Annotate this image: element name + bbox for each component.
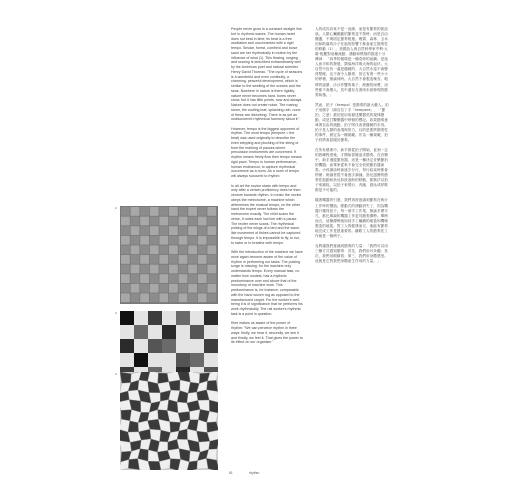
distorted-checker-figure bbox=[120, 372, 218, 470]
checker-cell bbox=[120, 353, 134, 367]
checker-cell bbox=[121, 236, 130, 245]
checker-cell bbox=[131, 217, 140, 226]
chinese-paragraph: 在所有藝術中，新手都從拍子開始，直到一定的熟練程度後，才開始冒險追求節奏。在音樂中，新手遵從節拍器，這是一種決定音樂節拍的機器；而專家從來不會完全依照節拍器演奏。小孩讀詩時會逐字分行，每行結束時都會停頓；朗誦者從不會逐字讀誦。鳥兒翅膀的節奏性振動和魚兒如波浪般的移動，都無法以拍子來捕捉。以拍子來飛行、奔跑、游泳或呼吸都是不可能的。 bbox=[315, 148, 388, 193]
checker-cell bbox=[169, 380, 180, 391]
checker-cell bbox=[134, 325, 148, 339]
checker-cell bbox=[120, 325, 134, 339]
checker-cell bbox=[198, 226, 207, 235]
checker-cell bbox=[159, 293, 168, 302]
checker-cell bbox=[140, 293, 149, 302]
checker-cell bbox=[121, 226, 130, 235]
checker-cell bbox=[148, 339, 162, 353]
chinese-paragraph: 然而，拍子（tempo）是節奏的最大敵人。拍子這個字（源自拉丁字「tempere」，「節拍」之意）最初是用來描述樂器弦的規律撥動，或是打擊樂器中停頓的標記。如果節奏意味著自由的流動，拍子則代表著僵硬的步伐。拍子是人類的表現與努力，目的是要將節奏性的事件，固定為一種規範。作為一種規範，拍子終將會屈服於節奏。 bbox=[315, 102, 389, 142]
checker-cell bbox=[198, 284, 207, 293]
checker-cell bbox=[207, 217, 216, 226]
checker-cell bbox=[169, 293, 178, 302]
checker-cell bbox=[159, 236, 168, 245]
checker-cell bbox=[207, 293, 216, 302]
checker-cell bbox=[131, 265, 140, 274]
english-paragraph: In all art the novice starts with tempo and only after a certain proficiency does he then venture towards rhythm. In music the novice obeys the metronome, a machine which determines the musical tempo; on the other hand the expert never follows the metronome exactly. The child scans the verse, it notes each low line with a pause. The reciter never scans. The rhythmical pulsing of the wings of a bird and the wave-like movement of fishes cannot be captured through tempo. It is impossible to fly, to run, to swim or to breathe with tempo. bbox=[231, 183, 302, 245]
checker-cell bbox=[134, 311, 148, 325]
checker-cell bbox=[179, 217, 188, 226]
checker-cell bbox=[159, 207, 168, 216]
checker-cell bbox=[207, 226, 216, 235]
checker-cell bbox=[128, 459, 139, 470]
checker-cell bbox=[176, 311, 190, 325]
checker-cell bbox=[176, 339, 190, 353]
checker-cell bbox=[169, 284, 178, 293]
checker-cell bbox=[121, 265, 130, 274]
checker-cell bbox=[169, 265, 178, 274]
chinese-paragraph: 人的成長向來不是一直線，而是有節奏的波浪狀。人類心臟跳動的節奏並不按時，而是自由擺盪，不與固定節奏相連。煙霧、森林、玉米田和散落的沙子在風的影響下都會產生節奏性的移動（1）。美國詩人與自然科學家亨利·大衛·梭羅對這種流動、湧動和飛翔的描述十分傳神：「四季的循環是一種奇妙的延續，是迷人而平和的發展，類似海洋與大海的起伏。大自然中沒有一處是僵硬的；大自然永遠不會變得堅硬，也不會令人厭煩，但它有著一些小小的停頓，無論何時。大自然不會製造噪音。咆哮的風暴、沙沙作響的葉子、淅瀝的雨聲，這些都不會擾人。其中還存在著尚未被發現的節奏和諧。」 bbox=[315, 27, 388, 97]
checker-cell bbox=[204, 353, 218, 367]
checker-cell bbox=[159, 255, 168, 264]
checker-cell bbox=[190, 353, 204, 367]
checker-cell bbox=[140, 207, 149, 216]
checker-cell bbox=[188, 293, 197, 302]
checker-cell bbox=[148, 353, 162, 367]
figure-2 bbox=[115, 206, 218, 304]
checker-cell bbox=[150, 245, 159, 254]
checker-cell bbox=[189, 372, 200, 383]
checker-cell bbox=[207, 245, 216, 254]
checker-cell bbox=[121, 293, 130, 302]
checker-cell bbox=[198, 274, 207, 283]
checker-cell bbox=[179, 245, 188, 254]
checker-cell bbox=[188, 284, 197, 293]
checker-cell bbox=[190, 311, 204, 325]
checker-cell bbox=[150, 265, 159, 274]
checker-cell bbox=[140, 245, 149, 254]
checker-cell bbox=[121, 274, 130, 283]
checker-cell bbox=[188, 226, 197, 235]
gray-checker-figure bbox=[120, 206, 218, 304]
checker-cell bbox=[131, 207, 140, 216]
checker-cell bbox=[207, 207, 216, 216]
checker-cell bbox=[148, 311, 162, 325]
checker-cell bbox=[121, 245, 130, 254]
checker-cell bbox=[207, 380, 218, 391]
checker-cell bbox=[188, 217, 197, 226]
checker-cell bbox=[206, 458, 218, 470]
checker-cell bbox=[140, 217, 149, 226]
checker-cell bbox=[134, 353, 148, 367]
checker-cell bbox=[176, 325, 190, 339]
checker-cell bbox=[204, 339, 218, 353]
checker-cell bbox=[140, 236, 149, 245]
checker-cell bbox=[179, 255, 188, 264]
checker-cell bbox=[159, 245, 168, 254]
checker-cell bbox=[179, 226, 188, 235]
checker-cell bbox=[179, 274, 188, 283]
checker-cell bbox=[121, 207, 130, 216]
checker-cell bbox=[209, 400, 218, 413]
checker-cell bbox=[162, 353, 176, 367]
checker-cell bbox=[159, 265, 168, 274]
checker-cell bbox=[179, 265, 188, 274]
checker-cell bbox=[162, 311, 176, 325]
checker-cell bbox=[159, 284, 168, 293]
checker-cell bbox=[207, 236, 216, 245]
checker-cell bbox=[159, 274, 168, 283]
checker-cell bbox=[159, 226, 168, 235]
checker-cell bbox=[198, 217, 207, 226]
checker-cell bbox=[169, 255, 178, 264]
checker-cell bbox=[150, 236, 159, 245]
checker-cell bbox=[179, 293, 188, 302]
checker-cell bbox=[169, 245, 178, 254]
checker-cell bbox=[150, 274, 159, 283]
checker-cell bbox=[204, 311, 218, 325]
english-paragraph: However, tempo is the biggest opponent of rhythm. The word tempo (tempere = the beat) was used originally to describe the even stepping and plucking of the string or from the marking of pauses where percussion instruments are concerned. If rhythm means freely flow then tempo means rigid pace. Tempo is human performance, human endeavour, to capture rhythmical occurrence as a norm. As a norm of tempo will always succumb to rhythm. bbox=[231, 126, 302, 179]
checker-cell bbox=[150, 207, 159, 216]
checker-cell bbox=[207, 265, 216, 274]
checker-cell bbox=[134, 339, 148, 353]
checker-cell bbox=[120, 311, 134, 325]
checker-cell bbox=[204, 325, 218, 339]
checker-cell bbox=[159, 217, 168, 226]
checker-cell bbox=[188, 245, 197, 254]
checker-cell bbox=[179, 207, 188, 216]
checker-cell bbox=[169, 274, 178, 283]
checker-cell bbox=[131, 236, 140, 245]
checker-cell bbox=[176, 353, 190, 367]
checker-cell bbox=[179, 284, 188, 293]
checker-cell bbox=[188, 236, 197, 245]
checker-cell bbox=[169, 226, 178, 235]
chinese-text-column bbox=[315, 27, 389, 269]
checker-cell bbox=[128, 421, 139, 432]
checker-cell bbox=[150, 293, 159, 302]
checker-cell bbox=[188, 255, 197, 264]
checker-cell bbox=[198, 236, 207, 245]
checker-cell bbox=[131, 274, 140, 283]
checker-cell bbox=[188, 265, 197, 274]
section-title: rhythm bbox=[249, 471, 260, 475]
checker-cell bbox=[169, 236, 178, 245]
checker-cell bbox=[150, 255, 159, 264]
figure-4 bbox=[115, 372, 218, 470]
figure-number: 3 bbox=[115, 311, 117, 315]
checker-cell bbox=[140, 274, 149, 283]
checker-cell bbox=[198, 207, 207, 216]
checker-cell bbox=[198, 265, 207, 274]
checker-cell bbox=[150, 226, 159, 235]
figure-number: 4 bbox=[115, 372, 117, 376]
checker-cell bbox=[190, 325, 204, 339]
checker-cell bbox=[121, 255, 130, 264]
checker-cell bbox=[140, 284, 149, 293]
checker-cell bbox=[131, 226, 140, 235]
checker-cell bbox=[198, 245, 207, 254]
checker-cell bbox=[120, 372, 131, 383]
checker-cell bbox=[188, 274, 197, 283]
checker-cell bbox=[140, 255, 149, 264]
checker-cell bbox=[169, 207, 178, 216]
english-text-column bbox=[231, 27, 303, 350]
checker-cell bbox=[162, 325, 176, 339]
checker-cell bbox=[162, 339, 176, 353]
checker-cell bbox=[169, 217, 178, 226]
chinese-paragraph: 克利讓我們意識到節奏的力量：「我們可以用三種方式感知節奏：首先，我們用耳朵聽；其次，我們用眼睛看；第三，我們用身體感受。這就是它對我們身體產生作用的力量。」 bbox=[315, 243, 388, 263]
figure-number: 2 bbox=[115, 206, 117, 210]
checker-cell bbox=[190, 339, 204, 353]
checker-cell bbox=[198, 293, 207, 302]
checker-cell bbox=[131, 284, 140, 293]
checker-cell bbox=[148, 461, 161, 470]
checker-cell bbox=[131, 293, 140, 302]
checker-cell bbox=[121, 217, 130, 226]
checker-cell bbox=[150, 217, 159, 226]
checker-cell bbox=[140, 226, 149, 235]
english-paragraph: People never grow in a constant straight line but in rhythmic waves. The human heart does not beat in time; its beat is a free oscillation and unconnected with a rigid tempo. Smoke, forest, cornfield and loose sand are set rhythmically in motion by the influence of wind (1). This flowing, surging and soaring is described extraordinarily well by the American poet and natural scientist Henry David Thoreau: "The cycle of seasons is a wonderful and even continuity, a charming, peaceful development, which is similar to the swelling of the oceans and the seas. Nowhere in nature is there rigidity; nature never becomes hard, bores never show, but it has little points, now and always. Nature does not create noise. The roaring storm, the rustling leaf, splashing rain, none of these are disturbing. There is as yet an undiscovered rhythmical harmony about it." bbox=[231, 27, 303, 122]
checker-cell bbox=[207, 255, 216, 264]
checker-cell bbox=[121, 284, 130, 293]
checker-cell bbox=[140, 265, 149, 274]
checker-cell bbox=[150, 284, 159, 293]
english-paragraph: With the introduction of the machine we have once again become aware of the value of rhythm in performing our tasks. The pulsing surge is missing, for the machine only understands tempo. Every manual task, no matter how modest, has a rhythmic predominance over and above that of the monotony of machine work. This predominance is, for instance, comparable with the hand woven rug as opposed to the manufactured carpet. For the worker's well-being it is of significance that he performs his work rhythmically. The rail worker's rhythmic task is a point in question. bbox=[231, 250, 303, 316]
checker-cell bbox=[131, 255, 140, 264]
checker-cell bbox=[188, 207, 197, 216]
checker-cell bbox=[179, 236, 188, 245]
checker-cell bbox=[120, 339, 134, 353]
chinese-paragraph: 隨著機器的引進，我們再度意識到節奏在執行工作時的價值。脈動式的湧動消失了，因為機器只懂得拍子。每一項手工作業，無論多麼平凡，都比單調的機器工作更具節奏優勢。舉例而言，這種優勢就如同手工編織的地毯和機械製造的地毯。對工人的健康而言，他能有節奏地完成工作是很重要的。鐵路工人的節奏性工作就是一個例子。 bbox=[315, 198, 388, 238]
checker-cell bbox=[207, 284, 216, 293]
checker-cell bbox=[131, 245, 140, 254]
checker-cell bbox=[207, 274, 216, 283]
page-number: 61 bbox=[229, 471, 233, 475]
checker-cell bbox=[120, 441, 131, 452]
checker-cell bbox=[198, 255, 207, 264]
checker-cell bbox=[148, 325, 162, 339]
english-paragraph: Klee makes us aware of the power of rhythm: "We can perceive rhythm in three ways: firstly, we hear it, secondly, we see it and thirdly, we feel it. That gives the power to its effect on our organism." bbox=[231, 321, 303, 345]
